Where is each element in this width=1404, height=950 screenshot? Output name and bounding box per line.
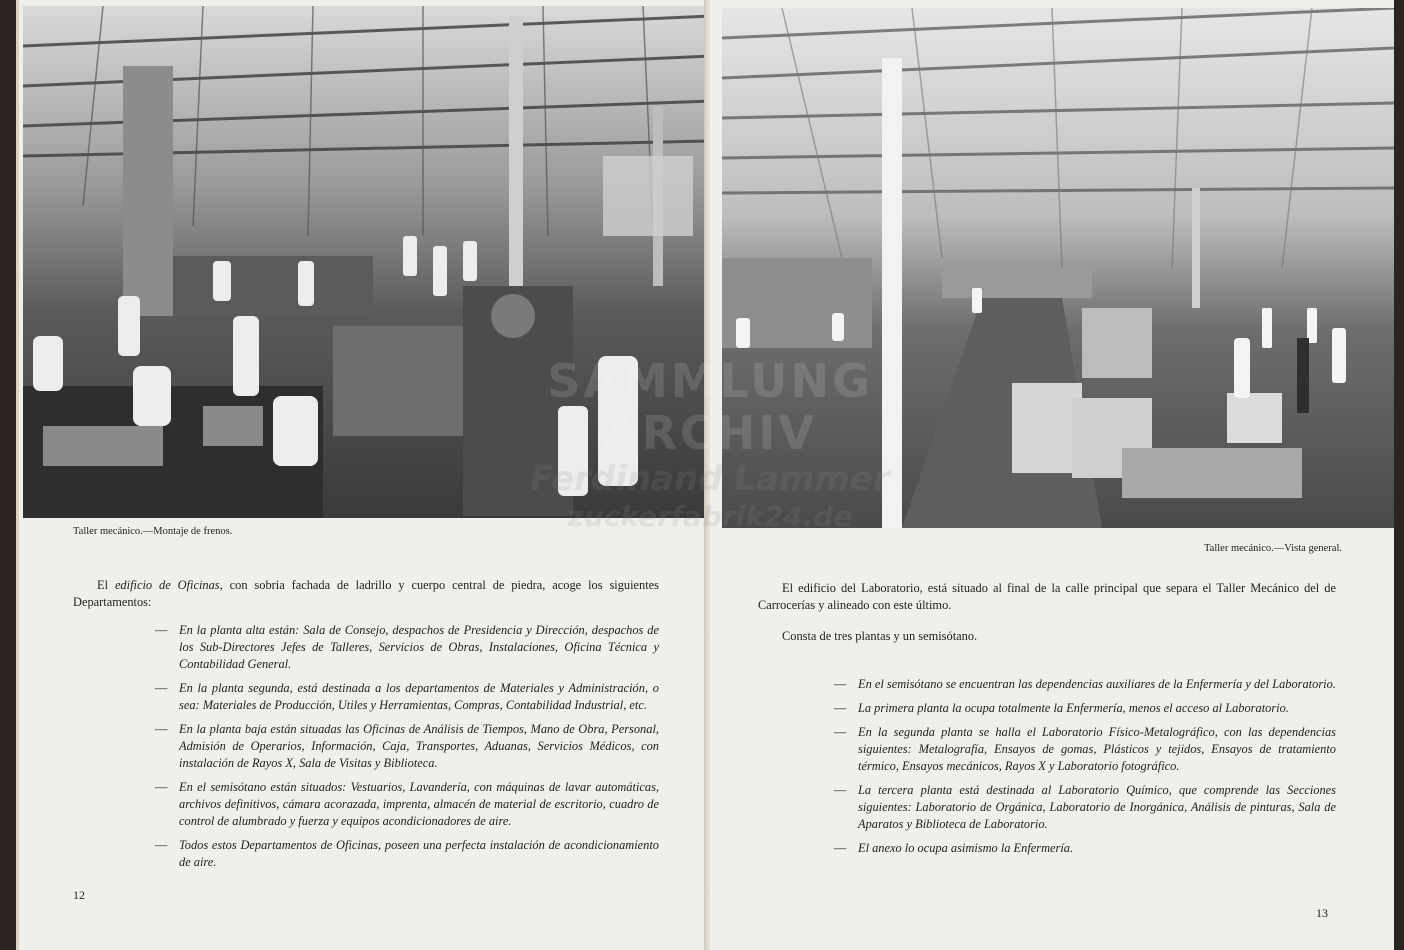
left-intro-italic: edificio de Oficinas [114,578,220,592]
right-laboratory-list [858,676,1336,864]
left-photo-caption: Taller mecánico.—Montaje de frenos. [73,526,233,537]
right-photo-caption: Taller mecánico.—Vista general. [1204,543,1342,554]
left-page [16,0,709,950]
list-item: — El anexo lo ocupa asimismo la Enfermería. [858,840,1336,857]
left-page-number: 12 [73,888,85,902]
right-intro-paragraph [758,580,1336,645]
left-intro-paragraph [73,577,659,611]
right-page [710,0,1394,950]
workshop-general-view-photo [722,8,1394,528]
list-item: — En el semisótano están situados: Vestuarios, Lavandería, con máquinas de lavar automáticas, archivos definitivos, cámara acorazada, imprenta, almacén de material de escritorio, cuadro de control de alumbrado y fuerza y equipos acondicionadores de aire. [179,779,659,830]
list-item: — La tercera planta está destinada al Laboratorio Químico, que comprende las Secciones siguientes: Laboratorio de Orgánica, Laboratorio de Inorgánica, Análisis de pinturas, Sala de Aparatos y Biblioteca de Laboratorio. [858,782,1336,833]
right-page-number: 13 [1316,906,1328,920]
right-intro-text: El edificio del Laboratorio, está situado al final de la calle principal que separa el Taller Mecánico del de Carrocerías y alineado con este último. [758,581,1336,612]
left-intro-prefix: El [97,578,115,592]
list-item: — La primera planta la ocupa totalmente la Enfermería, menos el acceso al Laboratorio. [858,700,1336,717]
list-item: — En la planta alta están: Sala de Consejo, despachos de Presidencia y Dirección, despachos de los Sub-Directores Jefes de Talleres, Servicios de Obras, Instalaciones, Oficina Técnica y Contabilidad General. [179,622,659,673]
list-item: — En la planta baja están situadas las Oficinas de Análisis de Tiempos, Mano de Obra, Personal, Admisión de Operarios, Información, Caja, Transportes, Aduanas, Servicios Médicos, con instalación de Rayos X, Sala de Visitas y Biblioteca. [179,721,659,772]
left-intro-suffix: , con sobria fachada de ladrillo y cuerpo central de piedra, acoge los siguientes Departamentos: [73,578,660,609]
workshop-brake-assembly-photo [23,6,709,518]
right-second-paragraph: Consta de tres plantas y un semisótano. [782,629,978,643]
list-item: — En el semisótano se encuentran las dependencias auxiliares de la Enfermería y del Laboratorio. [858,676,1336,693]
list-item: — Todos estos Departamentos de Oficinas, poseen una perfecta instalación de acondicionamiento de aire. [179,837,659,871]
list-item: — En la planta segunda, está destinada a los departamentos de Materiales y Administración, o sea: Materiales de Producción, Utiles y Herramientas, Compras, Contabilidad Industrial, etc. [179,680,659,714]
list-item: — En la segunda planta se halla el Laboratorio Físico-Metalográfico, con las dependencias siguientes: Metalografía, Ensayos de gomas, Plásticos y tejidos, Ensayos de tratamiento térmico, Ensayos mecánicos, Rayos X y Laboratorio fotográfico. [858,724,1336,775]
left-department-list [179,622,659,878]
